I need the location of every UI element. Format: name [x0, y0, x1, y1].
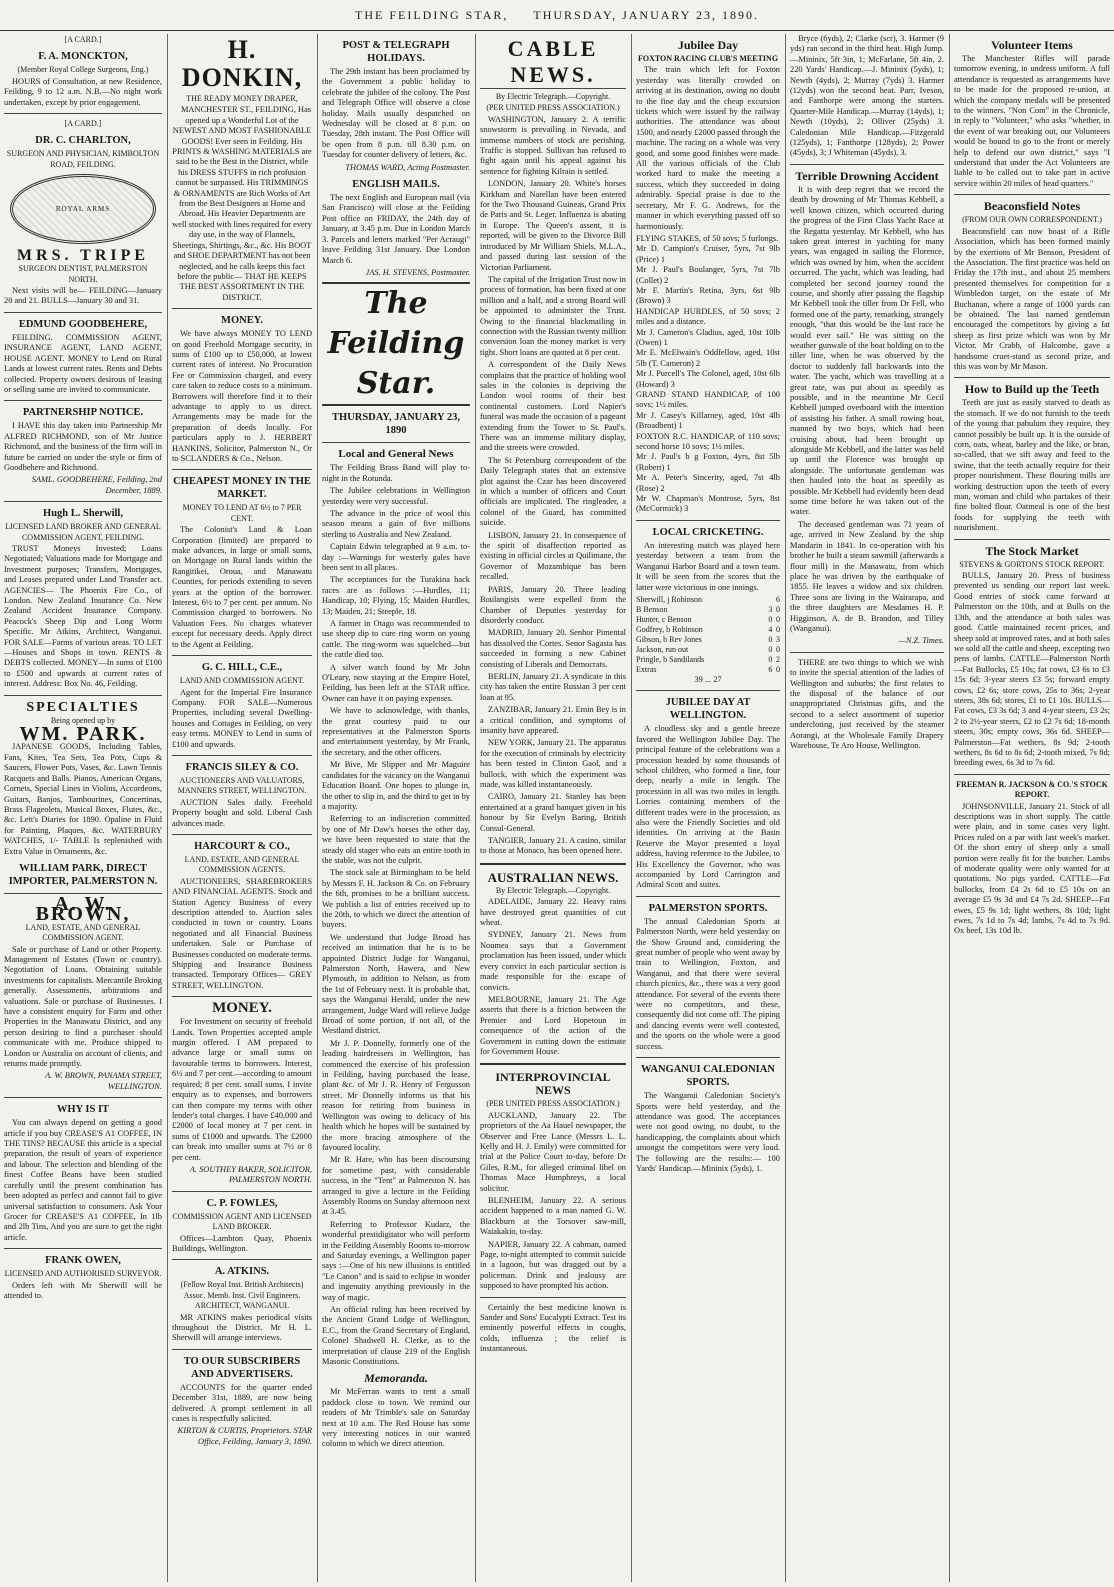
advert-name: A. W. BROWN, [35, 892, 131, 926]
cable-item: MADRID, January 20. Senhor Pimental has dissolved the Cortes. Senor Sagasta has succeeded in forming a new Cabinet consisting of Liberals and Democrats. [480, 628, 626, 669]
table-cell: 4 [768, 624, 773, 634]
table-cell: 0 [776, 624, 780, 634]
table-cell: Pringle, b Sandilands [636, 654, 705, 664]
table-row [636, 655, 780, 665]
race-result-line: Mr W. Chapman's Montrose, 5yrs, 8st (McCormick) 3 [636, 494, 780, 514]
advert-text: HOURS of Consultation, at new Residence, Feilding, 9 to 12 a.m. N.B.—No night work undertaken, except by prior engagement. [4, 76, 162, 107]
news-item: Mr J. P. Donnelly, formerly one of the leading hairdressers in Wellington, has commenced the exercise of his profession in Feilding, having purchased the lease, plant &c. of Mr J. R. Henry of Fergusson street. Mr Donnelly informs us that his reason for retiring from business in Wellington was owing to delicacy of his health which he hopes will be sustained by the more bracing atmosphere of the favoured locality. [322, 1038, 470, 1152]
table-cell: 0 [776, 644, 780, 654]
advert-sub: SURGEON AND PHYSICIAN, KIMBOLTON ROAD, FEILDING. [6, 149, 160, 169]
advert-text: Agent for the Imperial Fire Insurance Company. FOR SALE—Numerous Properties, including several Dwelling-houses and Cottages in Feilding, on very easy terms. MONEY to Lend in sums of £100 and upwards. [172, 687, 312, 749]
news-item: The Feilding Brass Band will play to-night in the Rotunda. [322, 463, 470, 483]
teeth-title: How to Build up the Teeth [964, 382, 1100, 397]
divider [480, 1297, 626, 1298]
table-row [636, 635, 780, 645]
cable-item: PARIS, January 20. Three leading Boulangists were expelled from the Chamber of Deputies yesterday for disorderly conduct. [480, 584, 626, 625]
race-results [636, 234, 780, 515]
wellington-title: JUBILEE DAY AT WELLINGTON. [665, 697, 751, 722]
card-tag: [A CARD.] [64, 119, 102, 129]
news-item: Mr Bive, Mr Slipper and Mr Maguire candidates for the vacancy on the Wanganui Education Board. One hopes to plunge in, the other to slip in, and the third to get in by a majority. [322, 760, 470, 811]
table-row [636, 625, 780, 635]
cable-list [480, 115, 626, 857]
advert-sub: LICENSED LAND BROKER AND GENERAL COMMISSION AGENT, FEILDING. [5, 522, 161, 542]
notice-signature: KIRTON & CURTIS, Proprietors. STAR Office, Feilding, January 3, 1890. [177, 1426, 312, 1446]
australian-news-list [480, 897, 626, 1057]
paper-title: The Feilding Star. [322, 282, 470, 406]
table-row [636, 615, 780, 625]
news-item: The Jubilee celebrations in Wellington yesterday were very successful. [322, 486, 470, 506]
advert-sub: LICENSED AND AUTHORISED SURVEYOR. [4, 1269, 162, 1279]
column-3 [318, 34, 474, 1582]
divider [4, 113, 162, 114]
cricket-total: 39 ... 27 [694, 674, 722, 684]
advert-text: Offices—Lambton Quay, Phoenix Buildings, Wellington. [172, 1233, 312, 1253]
advert-name: C. P. FOWLES, [206, 1197, 278, 1209]
news-item: An official ruling has been received by the Ancient Grand Lodge of Wellington, E.C., from the Grand Secretary of England, Colonel Shadwell H. Clerke, as to the interpretation of clause 219 of the English Masonic Constitutions. [322, 1305, 470, 1367]
race-result-line: Mr D. Campion's Cruiser, 5yrs, 7st 9lb (Price) 1 [636, 244, 780, 264]
divider [636, 1057, 780, 1058]
advert-sub: (Member Royal College Surgeons, Eng.) [17, 65, 149, 75]
divider [954, 539, 1110, 540]
advert-title: MONEY. [221, 315, 263, 327]
table-cell: 6 [768, 664, 773, 674]
notice-title: POST & TELEGRAPH HOLIDAYS. [342, 40, 450, 64]
interprovincial-news-item: AUCKLAND, January 22. The proprietors of the Aa Hauel newspaper, the Observer and Free Lance (Messrs L. L. Kelly and H. J. Emily) were committed for trial at the Police Court to-day, before Dr Giles, R.M., for alleged criminal libel on Thomas Mace Humphreys, a local solicitor. [480, 1110, 626, 1193]
advert-name: A. ATKINS. [214, 1266, 270, 1278]
advert-text: Sale or purchase of Land or other Property. Management of Estates (Town or country). Negotiation of Loans. Obtaining suitable investments for capitalists. Mercantile Broking generally. Assessments, arbitrations and valuations. Sale or purchase of Businesses. I have a consistent enquiry for Farm and other Properties in the Manawatu District, and any person desiring to find a purchaser should communicate with me. Produce shipped to London or Australia on account of clients, and returns made promptly. [4, 944, 162, 1069]
advert-footer: WILLIAM PARK, DIRECT IMPORTER, PALMERSTON N. [8, 862, 158, 887]
divider [4, 1097, 162, 1098]
wellington-text: A cloudless sky and a gentle breeze favored the Wellington Jubilee Day. The principal feature of the celebrations was a procession headed by some thousands of school children, who formed a line, four deep, nearly a mile in length. The procession in all was two miles in length. Lorries containing members of the different trades were in the procession, as also were the Friendly Societies and old identities. On arriving at the Basin Reserve the Mayor presented a loyal address, having reference to the Jubilee, to His Excellency the Governor, who was accompanied by Lord Carrington and Admiral Scott and suites. [636, 724, 780, 890]
divider [172, 755, 312, 756]
table-row [636, 665, 780, 675]
stock-sub: STEVENS & GORTON'S STOCK REPORT. [959, 559, 1105, 569]
advert-name: H. DONKIN, [181, 35, 303, 92]
divider [480, 1063, 626, 1065]
stock-title: The Stock Market [985, 543, 1079, 558]
freeman-title: FREEMAN R. JACKSON & CO.'S STOCK REPORT. [956, 779, 1108, 800]
table-cell: 2 [776, 654, 780, 664]
notice-title: PARTNERSHIP NOTICE. [22, 407, 144, 419]
foxton-text: The train which left for Foxton yesterday was literally crowded on arriving at its destination, owing no doubt to the fine day and the cheap excursion tickets which were issued by the railway authorities. The attendance was about 1500, and nearly £2000 passed through the machine. The racing on a whole was very good, and some good finishes were made. All the various officials of the Club worked hard to make the meeting a success, which they succeeded in doing admirably. Special praise is due to the secretary, Mr F. G. Andrews, for the manner in which everything passed off so harmoniously. [636, 65, 780, 231]
teeth-text: Teeth are just as easily starved to death as the stomach. If we do not furnish to the teeth of the young that pabulum they require, they cannot possibly be built up. It is the outside of corn, oats, wheat, barley and the like, or bran, so-called, that we sift away and feed to the swine, that the teeth actually require for their proper nourishment. These flouring mills are working destruction upon the teeth of every man, woman and child who partakes of their fine bolted flour. Oatmeal is one of the best foods for supplying the teeth with nourishment. [954, 398, 1110, 533]
column-2 [168, 34, 316, 1582]
interprovincial-news-title: INTERPROVINCIAL NEWS [495, 1070, 611, 1098]
news-item: A farmer in Otago was recommended to use sheep dip to cure ring worm on young cattle. The ring-worm was squelched—but the cattle died too. [322, 619, 470, 660]
advert-name: G. C. HILL, C.E., [201, 662, 283, 674]
divider [954, 774, 1110, 775]
drowning-text: It is with deep regret that we record the death by drowning of Mr Thomas Kebbell, a well known citizen, which occurred during the progress of the First Class Yacht Race at the Regatta yesterday. Mr Kebbell, who has taken great interest in yachting for many years, was engaged in sailing the Florence, which was owned by him, when the accident occurred. The yacht, which was leading, had completed her second journey round the course, and shortly after passing the flagship Mr Kebbell took the tiller from Dr Fell, who formed one of the party, remarking, strangely enough, "that this would be the last race he would ever sail." He was sitting on the weather gunwale of the boat holding on to the tiller line, when he was observed by the doctor to suddenly fall backwards into the water. The yacht, which was travelling at a great rate, was put about as speedily as possible, and in the meantime Mr Cecil Kebbell jumped overboard with the intention of assisting his father. A small rowing boat, manned by two boys, which had been cruising about, had been brought up alongside Mr Kebbell, and the latter was held up until the Florence was brought up alongside. The unfortunate gentleman was then hauled into the boat as speedily as possible. Mr Kebbell had evidently been dead some time before he was taken out of the water. [790, 184, 944, 517]
cable-credit: By Electric Telegraph.—Copyright. [495, 92, 611, 101]
column-4 [476, 34, 630, 1582]
advert-name: Hugh L. Sherwill, [43, 508, 123, 520]
advert-text: You can always depend on getting a good article if you buy CREASE'S A1 COFFEE, IN THE TINS? BECAUSE this article is a special preparation, the result of years of experience and labour. The selection and blending of the finest Coffee Beans have been studied carefully until the present combination has been adopted as perfect and cannot fail to give universal satisfaction to consumers. Ask Your Grocer for CREASE'S A1 COFFEE, In 1lb and 2lb Tins, And you are sure to get the right article. [4, 1118, 162, 1242]
notice-signature: THOMAS WARD, Acting Postmaster. [345, 162, 470, 172]
race-result-line: Mr J. Paul's Boulanger, 5yrs, 7st 7lb (Collet) 2 [636, 265, 780, 285]
advert-title: SPECIALTIES [26, 699, 140, 715]
table-cell: Gibson, b Rev Jones [636, 634, 702, 644]
cricket-text: An interesting match was played here yesterday between a team from the Wanganui Harbor Board and a town team. It will be seen from the scores that the latter were victorious in one innings. [636, 540, 780, 592]
cable-item: CAIRO, January 21. Stanley has been entertained at a grand banquet given in his honour by Sir Evelyn Baring, British Consul-General. [480, 792, 626, 833]
news-item: We have to acknowledge, with thanks, the great courtesy paid to our representatives at the Palmerston Sports and entertainment yesterday, by Mr Frank, the secretary, and the other officers. [322, 706, 470, 757]
dateline: THURSDAY, JANUARY 23, 1890 [332, 412, 460, 437]
notice-text: The next English and European mail (via San Francisco) will close at the Feilding Post office on FRIDAY, the 24th day of January, at 3.45 p.m. Due in London March 3. Parcels and letters marked "Per Acraugi" leave Feilding 31st January. Due London March 6. [322, 193, 470, 265]
cable-item: The St Petersburg correspondent of the Daily Telegraph states that an extensive plot against the Czar has been discovered in which a number of officers and Court officials are implicated. The ringleader, a colonel of the Guard, has committed suicide. [480, 455, 626, 528]
cable-item: WASHINGTON, January 2. A terrific snowstorm is prevailing in Nevada, and immense numbers of stock are perishing. Traffic is stopped. Sullivan has refused to fight again until his appeal against his sentence for fighting Kilrain is settled. [480, 114, 626, 176]
advert-name: EDMUND GOODBEHERE, [18, 318, 148, 330]
advert-title: MONEY. [212, 1000, 272, 1017]
divider [636, 520, 780, 521]
volunteer-title: Volunteer Items [991, 38, 1073, 52]
advert-sub: THE READY MONEY DRAPER, [186, 94, 298, 103]
advert-sub: LAND, ESTATE, AND GENERAL COMMISSION AGENTS. [184, 854, 300, 875]
news-item: Referring to Professor Kudarz, the wonderful prestidigitator who will perform in the Feilding Assembly Rooms to-morrow and Saturday evenings, a Wellington paper says :—One of his new illusions is entitled "Le Canon" and is said to eclipse in wonder and ingenuity anything previously in the way of magic. [322, 1219, 470, 1302]
cable-item: ZANZIBAR, January 21. Emin Bey is in a critical condition, and symptoms of insanity have appeared. [480, 705, 626, 735]
advert-text: For Investment on security of freehold Lands. Town Properties accepted ample margin offered. I AM prepared to advance large or small sums on favourable terms to borrowers. Interest, 6½ and 7 per cent.—according to amount required; 8 per cent. small sums. I invite enquiry as to expenses, and borrowers can then compare my terms with other lender's total charges. I have £40,000 and £2000 of local money at 7 per cent. in sums of £1000 and upwards. The £2000 can break into smaller sums at 7½ or 8 per cent. [172, 1017, 312, 1162]
table-cell: 6 [776, 594, 780, 604]
cable-assoc: (PER UNITED PRESS ASSOCIATION.) [486, 103, 620, 113]
cable-item: LONDON, January 20. White's horses Kirkham and Narellan have been entered for the Two Thousand Guineas, Grand Prix de Paris and St. Leger. Influenza is abating in Europe. The Queen's assent, it is reported, will be given to the Divorce Bill introduced by Mr William Shiels, M.L.A., and passed during last session of the Victorian Parliament. [480, 179, 626, 272]
advert-text: AUCTIONEERS, SHAREBROKERS AND FINANCIAL AGENTS. Stock and Station Agency Business of every description attended to. Auction sales conducted in town or country. Loans negotiated and all Financial Business undertaken. Sale or Purchase of Businesses conducted on moderate terms. Shipping and Insurance Business transacted. Temporary Offices— GREY STREET, WELLINGTON. [172, 876, 312, 990]
notice-signature: JAS. H. STEVENS, Postmaster. [365, 267, 470, 277]
advert-signature: A. W. BROWN, PANAMA STREET, WELLINGTON. [45, 1071, 162, 1091]
advert-sub: MONEY TO LEND AT 6½ to 7 PER CENT. [182, 503, 302, 523]
australian-news-item: ADELAIDE, January 22. Heavy rains have destroyed great quantities of cut wheat. [480, 897, 626, 928]
divider [636, 896, 780, 897]
advert-sub: Being opened up by [50, 715, 116, 725]
news-item: The acceptances for the Turakina hack races are as follows :—Hurdles, 11; Handicap, 10; Flying, 15; Maiden Hurdles, 13; Maiden, 21; Steeple, 18. [322, 575, 470, 616]
advert-sub: COMMISSION AGENT AND LICENSED LAND BROKER. [172, 1211, 312, 1232]
cable-item: LISBON, January 21. In consequence of the spirit of disaffection reported as existing in official circles at Quilimane, the Governor of Mozambique has been recalled. [480, 530, 626, 582]
table-cell: B Benson [636, 604, 668, 614]
divider [172, 469, 312, 470]
divider [4, 1248, 162, 1249]
divider [954, 194, 1110, 195]
table-cell: 0 [776, 664, 780, 674]
divider [4, 312, 162, 313]
advert-text: THERE are two things to which we wish to invite the special attention of the ladies of Wellington and suburbs; the first relates to the disposal of the balance of our unappropriated Christmas gifts, and the second to a select assortment of superior undercloting, just received by the steamer Aorangi, at the Wholesale Family Drapery Warehouse, Te Aro House, Wellington. [790, 657, 944, 750]
race-result-line: FLYING STAKES, of 50 sovs; 5 furlongs. [636, 233, 779, 243]
cable-assoc: (PER UNITED PRESS ASSOCIATION.) [486, 1099, 620, 1109]
news-item: The advance in the price of wool this season means a gain of five millions sterling to Australia and New Zealand. [322, 508, 470, 539]
advert-sub: LAND, ESTATE, AND GENERAL COMMISSION AGENT. [25, 922, 141, 943]
beaconsfield-sub: (FROM OUR OWN CORRESPONDENT.) [962, 215, 1102, 225]
advert-text: FEILDING. COMMISSION AGENT, INSURANCE AGENT, LAND AGENT, HOUSE AGENT. MONEY to Lend on Rural Lands at lowest current rates. Rents and Debts collected. Property owners desirous of leasing or selling same are invited to communicate. [4, 332, 162, 394]
race-result-line: Mr J. Casey's Killarney, aged, 10st 4lb (Broadbent) 1 [636, 410, 780, 431]
table-cell: Jackson, run out [636, 644, 689, 654]
cable-item: The capital of the Irrigation Trust now in process of formation, has been fixed at one million and a half, and a strong Board will be appointed to administer the Trust. Owing to the financial blackmailing in connection with the Russian twenty million conversion loan the money market is very tight. Short loans are quoted at 8 per cent. [480, 274, 626, 357]
race-result-line: Mr E. McElwain's Oddfellow, aged, 10st 5lb (T. Cameron) 2 [636, 348, 780, 368]
column-5 [632, 34, 784, 1582]
divider [172, 834, 312, 835]
divider [172, 655, 312, 656]
divider [480, 863, 626, 865]
divider [322, 442, 470, 443]
advert-signature: A. SOUTHEY BAKER, SOLICITOR, PALMERSTON NORTH. [189, 1164, 312, 1185]
notice-text: I HAVE this day taken into Partnership Mr ALFRED RICHMOND, son of Mr Justice Richmond, and the business of the firm will in future be carried on under the style or firm of Goodbehere and Richmond. [4, 421, 162, 472]
table-cell: 0 [768, 644, 773, 654]
australian-news-item: SYDNEY, January 21. News from Noumea says that a Government proclamation has been issued, under which every convict in each particular section is made responsible for the escape of convicts. [480, 930, 626, 992]
advert-sub: (Fellow Royal Inst. British Architects) Assoc. Memb. Inst. Civil Engineers. ARCHITECT, WANGANUI. [180, 1280, 304, 1311]
news-item: Mr R. Hare, who has been discoursing for sometime past, with considerable success, in the "Tent" at Palmerston N. has arranged to give a lecture in the Feilding Assembly Rooms on Sunday afternoon next at 3.45. [322, 1155, 470, 1217]
foxton-heading: FOXTON RACING CLUB'S MEETING [637, 54, 779, 63]
advert-title: CHEAPEST MONEY IN THE MARKET. [173, 476, 311, 501]
advert-name: HARCOURT & CO., [194, 840, 290, 852]
notice-title: ENGLISH MAILS. [352, 179, 440, 191]
sports-results: Bryce (6yds), 2; Clarke (scr), 3. Harmer (9 yds) ran second in the third heat. High Jump.—Mininix, 5ft 3in, 1; McFarlane, 5ft 4in, 2. 220 Yards' Handicap.—J. Mininix (5yds), 1; Newth (4yds), 2; Murray (7yds) 3. Harmer (12yds) won the second heat. Parr, Iveson, and Fanthorpe were among the starters. Quarter-Mile Handicap.—Murray (14yds), 1; Newth (10yds), 2; Olliver (25yds) 3. Caledonian Mile Handicap.—Fitzgerald (125yds), 1; Fanthorpe (128yds), 2; Power (45yds), 3; J Whiteman (45yds), 3. [790, 34, 944, 158]
advert-text: JAPANESE GOODS, Including Tables, Fans, Kites, Tea Sets, Tea Pots, Cups & Saucers, Flower Pots, Vases, &c. Lawn Tennis Racquets and Balls. Pianos, American Organs, Cornets, Special Lines in Violins, Accordeons, Guitars, Banjos, Tambourines, Concertinas, Brass Flageolets, Musical Boxes, Flutes, &c., &c. Lett's Diaries for 1890. Opaline in Fluid for Painting, Plaques, &c. WATERBURY WATCHES, 1/- TABLE Is replenished with Extra Value in Ornaments, &c. [4, 742, 162, 856]
news-list [322, 463, 470, 1367]
news-item: A silver watch found by Mr John O'Leary, now staying at the Empire Hotel, Feilding, has been left at the STAR office. Owner can have it on paying expenses. [322, 662, 470, 703]
seal-label: ROYAL ARMS [55, 205, 111, 214]
advert-text: Next visits will be— FEILDING—January 20 and 21. BULLS—January 30 and 31. [4, 286, 162, 306]
table-cell: 0 [768, 614, 773, 624]
divider [954, 377, 1110, 378]
news-item: Referring to an indiscretion committed by one of Mr Daw's horses the other day, we have been requested to state that the steady old stager who eats an entire tooth in the stable, was not the culprit. [322, 814, 470, 865]
advert-name: F. A. MONCKTON, [38, 51, 128, 63]
advert-text: TRUST Moneys Invested; Loans Negotiated; Valuations made for Mortgage and Investment purposes; Transfers, Mortgages, and Leases prepared under Land Transfer act. AGENCIES— The Phoenix Fire Co., of London. New Zealand Insurance Co. New Zealand Accident Insurance Company. Peacock's Sheep Dip and Long Worm Specific. Mr Atkins, Architect, Wanganui. FOR SALE—Farms of various areas. TO LET—Houses and Shops in town. RENTS & DEBTS collected. MONEY—In sums of £100 to £500 and upwards at current rates of interest. Address: Box No. 46, Feilding. [4, 543, 162, 689]
advert-text: We have always MONEY TO LEND on good Freehold Mortgage security, in sums of £100 up to £50,000, at lowest current rates of interest. No Procuration Fee or Commission charged, and every care taken to reduce costs to a minimum. Borrowers will therefore find it to their advantage to apply to us direct. Arrangements may be made for the preparation of deeds locally. For particulars apply to J. HERBERT HANKINS, Solicitor, Palmerston N., Or to SCLANDERS & Co., Nelson. [172, 329, 312, 463]
cable-item: A correspondent of the Daily News complains that the practice of holding wool sales in the colonies is depriving the London wool rooms of their best continental customers. Lord Napier's funeral was made the occasion of a pageant extending from the Tower to St. Paul's. There was an immense military display, and the streets were crowded. [480, 360, 626, 453]
advert-name: WM. PARK. [19, 723, 147, 746]
advert-text: The Colonist's Land & Loan Corporation (limited) are prepared to make advances, in large or small sums, on Mortgage on Rural lands within the Rangitikei, Oroua, and Manawatu Counties, for periods extending to seven years at the option of the borrower. Interest, 6½ to 7 per cent. per annum. No Commission charged to borrowers. No Valuation Fees. No charges whatever except for necessary deeds. Apply direct to the Agent at Feilding. [172, 525, 312, 649]
divider [172, 1349, 312, 1350]
australian-news-title: AUSTRALIAN NEWS. [487, 869, 619, 885]
divider [4, 695, 162, 696]
palmerston-text: The annual Caledonian Sports at Palmerston North, were held yesterday on the Show Ground and, considering the great number of people who went away by train to Wellington, Foxton, and Wanganui, and that there were several church picnics, &c., there was a very good attendance. For several of the events there were no competitors, and these, consequently did not come off. The piping and dancing events were well contested, and the sports on the whole were a good success. [636, 916, 780, 1051]
notice-title: TO OUR SUBSCRIBERS AND ADVERTISERS. [183, 1355, 301, 1380]
table-row [636, 605, 780, 615]
drowning-title: Terrible Drowning Accident [795, 168, 939, 183]
column-6 [786, 34, 948, 1582]
cable-item: TANGIER, January 21. A casino, similar to those at Monaco, has been opened here. [480, 836, 626, 856]
advert-name: FRANK OWEN, [45, 1255, 121, 1267]
table-cell: 3 [768, 604, 773, 614]
race-result-line: Mr J. Purcell's The Colonel, aged, 10st 6lb (Howard) 3 [636, 369, 780, 389]
advert-name: DR. C. CHARLTON, [35, 135, 131, 147]
table-cell: Extras [636, 664, 657, 674]
advert-text: MANCHESTER ST., FEILDING, Has opened up a Wonderful Lot of the NEWEST AND MOST FASHIONABLE GOODS! Ever seen in Feilding. His PRINTS & WASHING MATERIALS are said to be the Best in the District, while his DRESS STUFFS in rich profusion cannot be surpassed. His TRIMMINGS & ORNAMENTS are Rich Works of Art from the Best Designers at Home and Abroad. His Heavier Departments are well stocked with lines required for every day use, in the way of Flannels, Sheetings, Shirtings, &c., &c. His BOOT and SHOE DEPARTMENT has not been neglected, and he calls keeps this fact before the public— THAT HE KEEPS THE BEST ASSORTMENT IN THE DISTRICT. [172, 105, 312, 302]
wanganui-title: WANGANUI CALEDONIAN SPORTS. [641, 1064, 775, 1089]
news-item: We understand that Judge Broad has received an intimation that he is to be appointed District Judge for Wanganui, Palmerston North, Hawera, and New Plymouth, in addition to Nelson, as from the 1st of February next. It is probable that, says the Wanganui Herald, under the new arrangement, Judge Ward will relieve Judge Broad of some portion, if not all, of the Westland district. [322, 932, 470, 1036]
race-result-line: Mr J. Cameron's Gladius, aged, 10st 10lb (Owen) 1 [636, 327, 780, 347]
card-tag: [A CARD.] [64, 35, 102, 44]
news-item: Captain Edwin telegraphed at 9 a.m. to-day :—Warnings for westerly gales have been sent to all places. [322, 542, 470, 572]
memo-text: Mr McFerran wants to rent a small paddock close to town. We remind our readers of Mr Trimble's sale on Saturday next at 10 a.m. The Red House has some very interesting notices in our wanted column to which we direct attention. [322, 1387, 470, 1449]
wanganui-text: The Wanganui Caledonian Society's Sports were held yesterday, and the attendance was good. The acceptances were not good owing, no doubt, to the handicapping, the complaints about which amongst the competitors were very loud. The following are the results:— 100 Yards' Handicap.—Mininix (5yds), 1. [636, 1091, 780, 1173]
masthead-date: THURSDAY, JANUARY 23, 1890. [533, 8, 759, 22]
section-title: Local and General News [338, 448, 454, 461]
cricket-title: LOCAL CRICKETING. [652, 526, 764, 538]
masthead [0, 0, 1114, 31]
race-result-line: FOXTON R.C. HANDICAP, of 110 sovs; second horse 10 sovs; 1½ miles. [636, 431, 780, 452]
advert-sub: LAND AND COMMISSION AGENT. [179, 676, 305, 686]
divider [172, 1191, 312, 1192]
memo-title: Memoranda. [364, 1371, 428, 1386]
race-result-line: Mr J. Paul's b g Foxton, 4yrs, 8st 5lb (Robert) 1 [636, 452, 780, 472]
advert-name: FRANCIS SILEY & CO. [185, 761, 299, 773]
advert-title: WHY IS IT [56, 1104, 110, 1116]
divider [790, 164, 944, 165]
drowning-source: —N.Z. Times. [898, 636, 944, 646]
table-cell: 3 [776, 634, 780, 644]
cable-news-title: CABLE NEWS. [480, 36, 626, 89]
divider [172, 308, 312, 309]
notice-text: ACCOUNTS for the quarter ended December 31st, 1889, are now being delivered. A prompt settlement in all cases is respectfully solicited. [172, 1382, 312, 1424]
cable-item: NEW YORK, January 21. The apparatus for the execution of criminals by electricity has been tested in Clinton Gaol, and a bullock, with which the experiment was made, was killed instantaneously. [480, 738, 626, 789]
royal-arms-seal [10, 174, 156, 244]
race-result-line: Mr F. Martin's Retina, 3yrs, 6st 9lb (Brown) 3 [636, 285, 780, 306]
table-cell: Godfrey, b Robinson [636, 624, 703, 634]
race-result-line: GRAND STAND HANDICAP, of 100 sovs; 1½ miles. [636, 390, 780, 410]
stock-text: BULLS, January 20. Press of business prevented us sending our report last week. Good entries of stock came forward at Palmerston on the 10th, and at Bulls on the 13th, and the attendance at both sales was good. Cattle maintained recent prices, and sheep sold at improved rates, and at both sales we sold all the cattle and sheep, excepting two pens of lambs. CATTLE—Palmerston North—Fat Bullocks, £5 10s; fat cows, £3 6s to £3 15s 6d; 3-year steers £3 5s; forward empty cows, £2 6s; store cows, 25s to 36s; 2-year steers, 38s 6d; stores, £1 to £1 10s. BULLS—Fat cows, £3 3s 6d; 3 and 4-year steers, £3 2s; 2 to 2½-year steers, £2 to £2 7s 6d; 18-month steers, 30s; empty cows, 36s 6d. SHEEP—Palmerston—Fat wethers, 8s 9d; 2-tooth wethers, 8s 6d to 8s 6d; 2-tooth mixed, 7s 8d; breeding ewes, 6s 3d to 7s 6d. [954, 571, 1110, 768]
race-result-line: HANDICAP HURDLES, of 50 sovs; 2 miles and a distance. [636, 306, 780, 327]
race-result-line: Mr A. Peter's Sincerity, aged, 7st 4lb (Rose) 2 [636, 473, 780, 493]
divider [4, 501, 162, 502]
notice-signature: SAML. GOODBEHERE, Feilding, 2nd December, 1889. [31, 475, 162, 495]
table-cell: 0 [768, 634, 773, 644]
advert-text: Orders left with Mr Sherwill will be attended to. [4, 1280, 162, 1300]
advert-sub: SURGEON DENTIST, PALMERSTON NORTH. [18, 264, 148, 284]
advert-name: MRS. TRIPE [16, 247, 150, 265]
news-item: The stock sale at Birmingham to be held by Messrs F. H. Jackson & Co. on February the 6th, promises to be a brilliant success. We publish a list of entries received up to the 20th, to which we direct the attention of buyers. [322, 868, 470, 930]
advert-sub: AUCTIONEERS AND VALUATORS, MANNERS STREET, WELLINGTON. [177, 775, 307, 796]
divider [790, 652, 944, 653]
interprovincial-news-list [480, 1111, 626, 1292]
volunteer-text: The Manchester Rifles will parade tomorrow evening, in undress uniform. A full attendance is requested as arrangements have to be made for the proposed re-union, at which the company medals will be presented to the winners. "Non Com" in the Chronicle, in reply to "Volunteer," who asks "whether, in the event of war breaking out, our Volunteers would be bound to go to the front or merely help to defend our own district," says "I understand that under the Act Volunteers are liable to be called out to take part in active service within 20 miles of head quarters." [954, 54, 1110, 188]
table-cell: 0 [776, 604, 780, 614]
notice-text: The 29th instant has been proclaimed by the Government a public holiday to celebrate the jubilee of the colony. The Post and Telegraph Office will observe a close holiday. Mails usually despatched on Wednesday will be closed at 8 p.m. on Tuesday, 28th instant. The Post Office will be open from 8 p.m. till 8.30 p.m. on Tuesday for counter delivery of letters, &c. [322, 67, 470, 160]
interprovincial-news-item: NAPIER, January 22. A cabman, named Page, to-night attempted to commit suicide in a lagoon, but was dragged out by a policeman. Drink and jealousy are supposed to have prompted his action. [480, 1239, 626, 1291]
table-row [636, 595, 780, 605]
jubilee-title: Jubilee Day [677, 38, 739, 52]
cable-item: BERLIN, January 21. A syndicate in this city has taken the entire Russian 3 per cent loan at 95. [480, 671, 626, 702]
palmerston-title: PALMERSTON SPORTS. [648, 902, 768, 914]
freeman-text: JOHNSONVILLE, January 21. Stock of all descriptions was in short supply. The cattle were plain, and in some cases very light. Prices ruled on a par with last week's market. Of the short entry of sheep only a small portion were really fit for the butcher. Lambs of moderate quality were only wanted for at quotations. No pigs yarded. CATTLE—Fat bullocks, from £4 2s 6d to £5 10s on an average £5 9s 3d and £4 7s 2d. SHEEP—Fat ewes, £5 9s 1d; light wethers, 8s 10d; light ewes, 7s 1d to 7s 4d; lambs, 7s 4d to 7s 9d. Ox beef, 13s 10d lb. [954, 801, 1110, 936]
advert-text: AUCTION Sales daily. Freehold Property bought and sold. Liberal Cash advances made. [172, 797, 312, 828]
australian-news-item: MELBOURNE, January 21. The Age asserts that there is a friction between the Premier and Lord Hopetoun in consequence of the action of the Government in cutting down the estimate for Government House. [480, 994, 626, 1056]
divider [4, 400, 162, 401]
table-cell: Sherwill, j Robinson [636, 594, 703, 604]
masthead-paper: THE FEILDING STAR, [355, 8, 509, 22]
divider [636, 690, 780, 691]
divider [172, 996, 312, 997]
table-cell: 0 [776, 614, 780, 624]
table-cell [765, 595, 773, 605]
beaconsfield-text: Beaconsfield can now boast of a Rifle Association, which has been formed mainly by the exertions of Mr Benson, President of the Association. The first practice was held on Friday the 17th inst., and about 25 members presented themselves for competition for a Wimbledon target, on the estate of Mr Buchanan, where a range of 1000 yards can be obtained. The last named gentleman encouraged the competitors by giving a fat sheep as first prize which was won by Mr Victor. Mr Crabb, of Halcombe, gave a handsome cruet-stand as second prize, and this was won by Mr Mason. [954, 226, 1110, 371]
advert-text: Certainly the best medicine known is Sander and Sons' Eucalypti Extract. Test its eminently powerful effects in coughs, colds, influenza ; the relief is instantaneous. [480, 1302, 626, 1354]
interprovincial-news-item: BLENHEIM, January 22. A serious accident happened to a man named G. W. Blackburn at the Torsover saw-mill, Waiakakio, to-day. [480, 1196, 626, 1237]
divider [172, 1259, 312, 1260]
table-row [636, 645, 780, 655]
cricket-scores [636, 595, 780, 675]
advert-text: MR ATKINS makes periodical visits throughout the District. Mr H. L. Sherwill will arrange interviews. [172, 1312, 312, 1343]
column-7 [950, 34, 1114, 1582]
cable-credit: By Electric Telegraph.—Copyright. [495, 885, 611, 895]
drowning-text-2: The deceased gentleman was 71 years of age, arrived in New Zealand by the ship Mandarin in 1841. In co-operation with his brother he built a steam sawmill (afterwards a flour mill) in the Manawatu, from which place he was driven by the earthquake of 1855. He leaves a widow and six children. Three sons are living in the Wairarapa, and the three daughters are Mesdames H. P. Higginson, A. de B. Brandon, and Tilley (Wanganui). [790, 519, 944, 633]
table-cell: 0 [768, 654, 773, 664]
beaconsfield-title: Beaconsfield Notes [983, 199, 1081, 214]
column-1 [0, 34, 166, 1582]
table-cell: Hunter, c Benson [636, 614, 692, 624]
